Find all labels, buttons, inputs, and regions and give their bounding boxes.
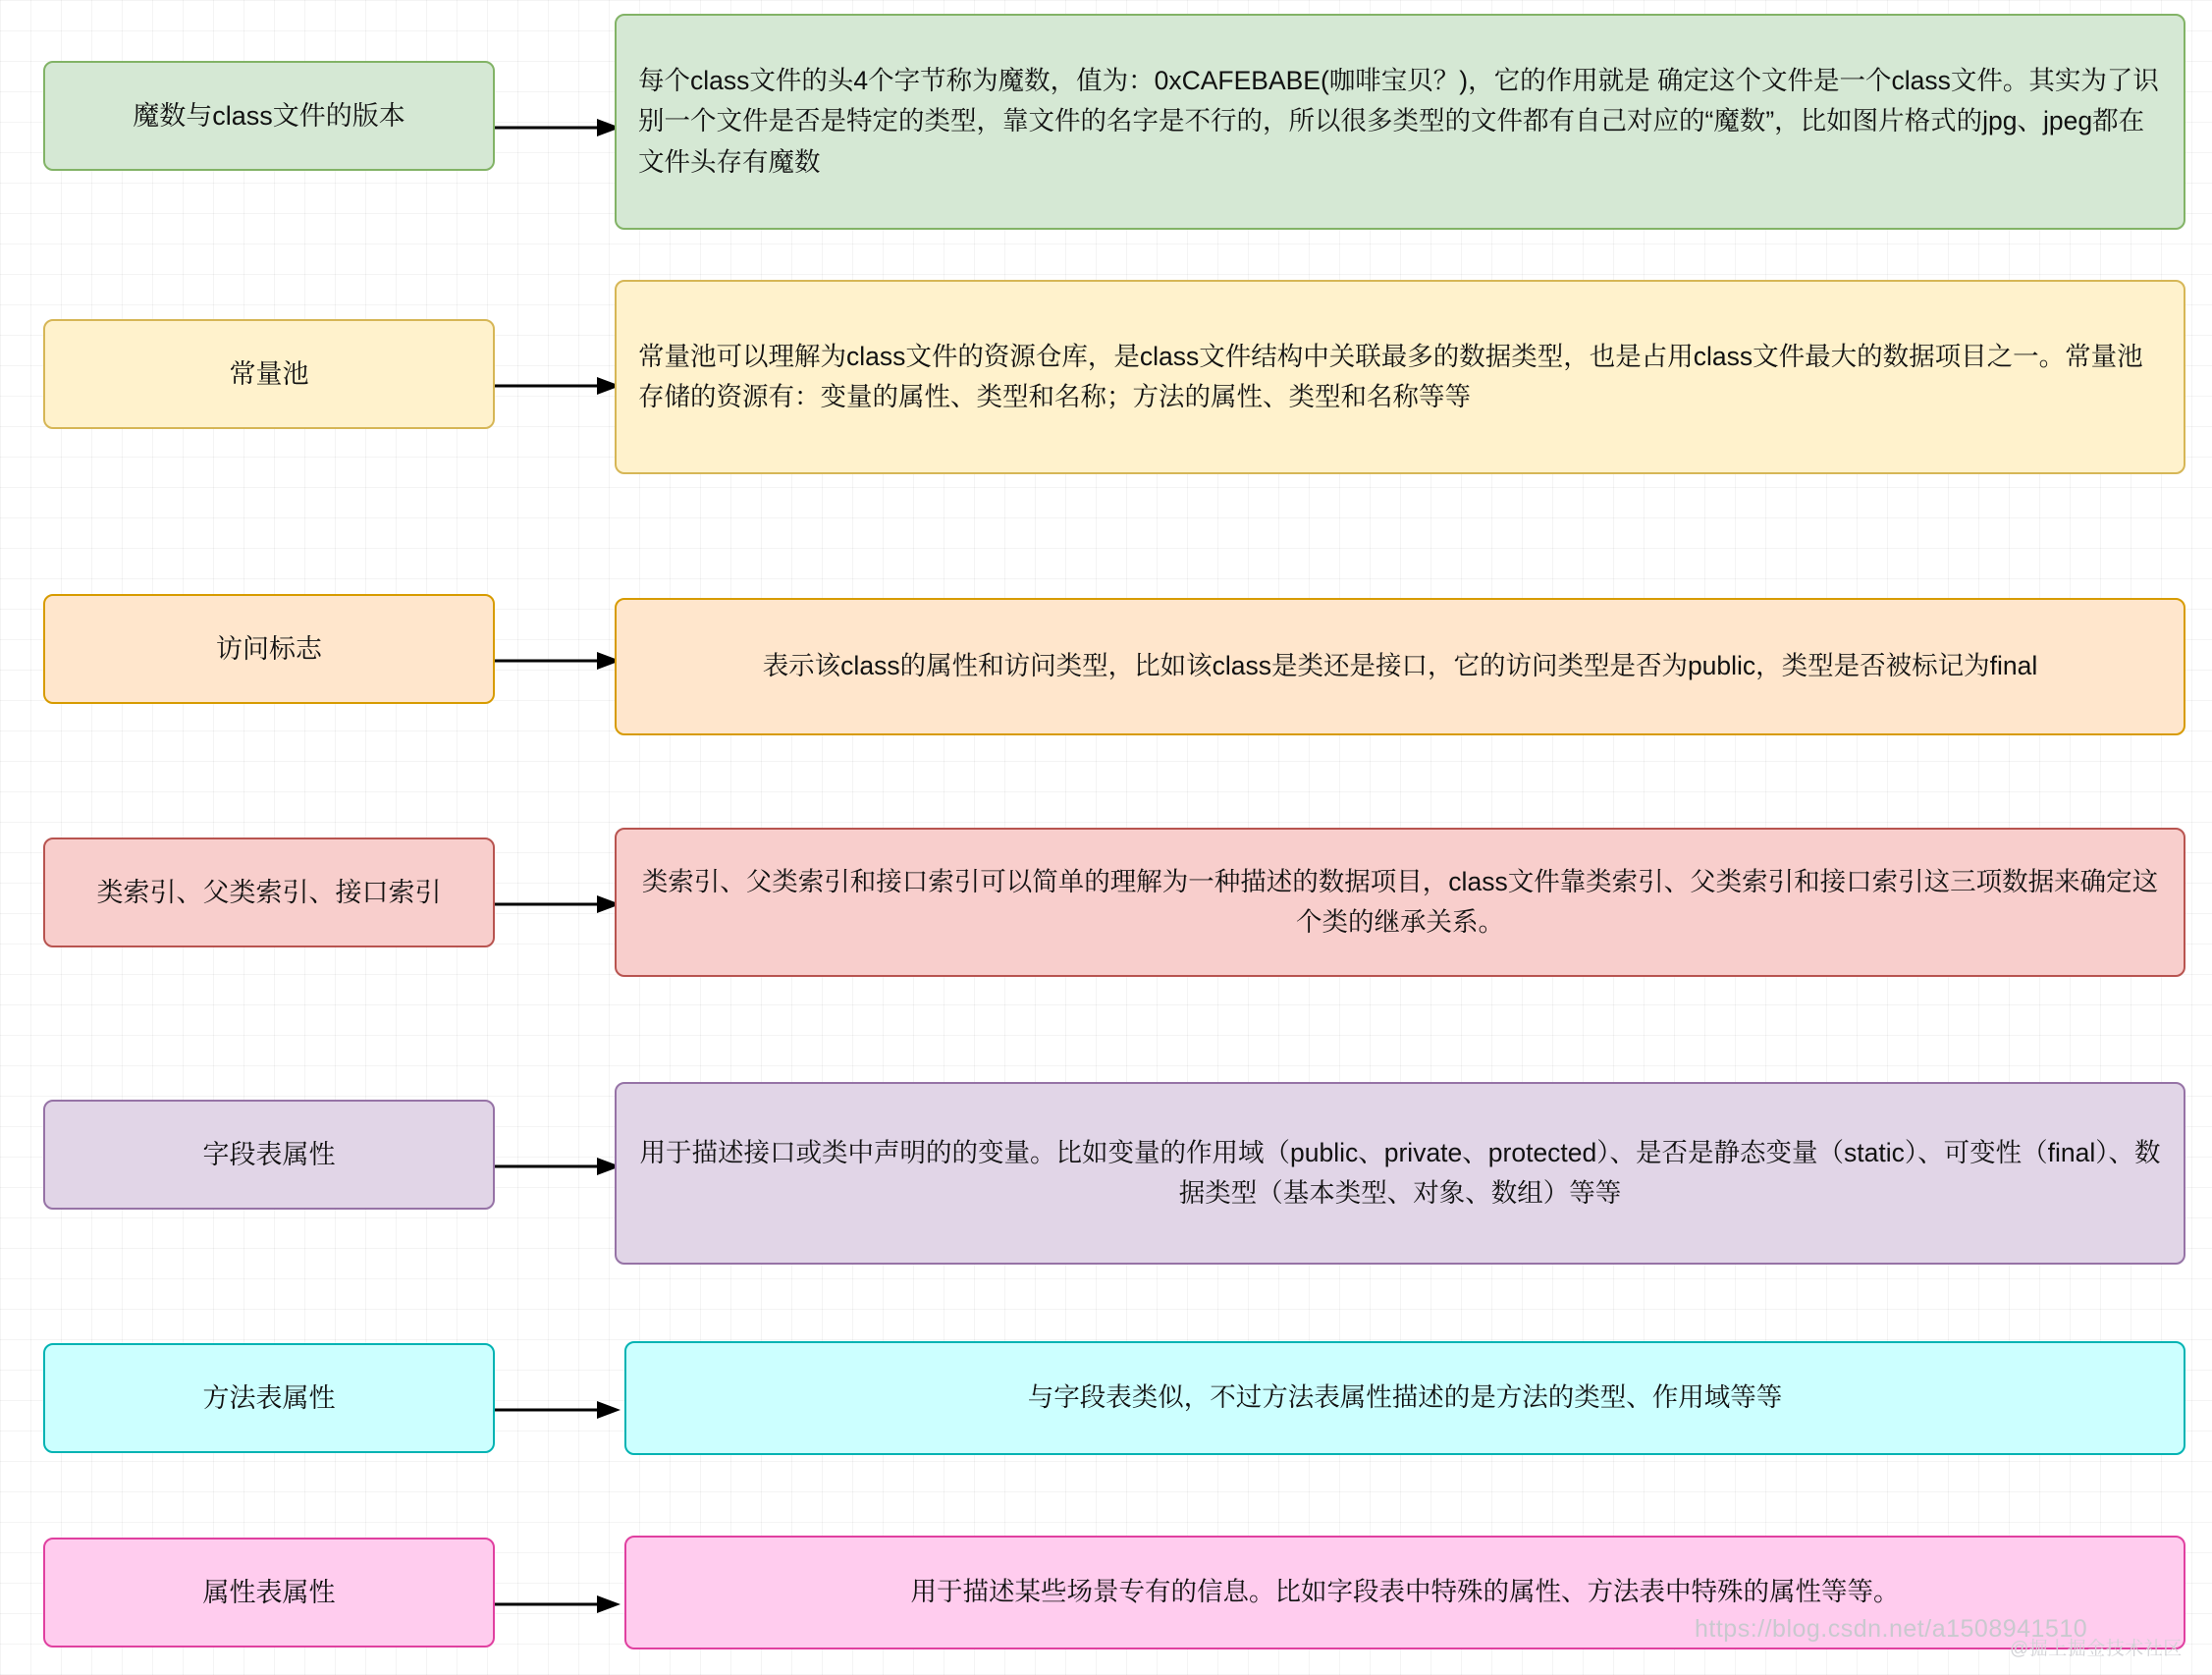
label-text: 常量池 (229, 358, 309, 389)
desc-text: 与字段表类似，不过方法表属性描述的是方法的类型、作用域等等 (1027, 1382, 1783, 1413)
label-text: 方法表属性 (202, 1382, 336, 1413)
desc-box-access-flags (615, 598, 2185, 735)
desc-text: 表示该class的属性和访问类型，比如该class是类还是接口，它的访问类型是否为public，类型是否被标记为final (762, 651, 2038, 681)
label-text: 访问标志 (216, 633, 322, 664)
desc-box-field-table (615, 1082, 2185, 1265)
label-text: 魔数与class文件的版本 (133, 100, 405, 131)
desc-text: 用于描述接口或类中声明的的变量。比如变量的作用域（public、private、protected）、是否是静态变量（static）、可变性（final）、数据类型（基本类型、对象、数组）等等 (639, 1137, 2161, 1208)
desc-box-constant-pool (615, 280, 2185, 474)
desc-text: 用于描述某些场景专有的信息。比如字段表中特殊的属性、方法表中特殊的属性等等。 (910, 1577, 1900, 1607)
desc-box-attribute-table (624, 1536, 2185, 1649)
desc-text: 常量池可以理解为class文件的资源仓库，是class文件结构中关联最多的数据类型，也是占用class文件最大的数据项目之一。常量池存储的资源有：变量的属性、类型和名称；方法的属性、类型和名称等等 (638, 341, 2143, 411)
desc-box-magic-number (615, 14, 2185, 230)
watermark-url: https://blog.csdn.net/a1508941510 (1695, 1615, 2088, 1643)
desc-box-method-table (624, 1341, 2185, 1455)
label-box-field-table (43, 1100, 495, 1210)
label-box-constant-pool (43, 319, 495, 429)
label-text: 字段表属性 (202, 1139, 336, 1169)
desc-box-class-index (615, 828, 2185, 977)
label-box-attribute-table (43, 1538, 495, 1648)
desc-text: 每个class文件的头4个字节称为魔数，值为：0xCAFEBABE(咖啡宝贝？)，它的作用就是 确定这个文件是一个class文件。其实为了识别一个文件是否是特定的类型，靠文件的名字是不行的，所以很多类型的文件都有自己对应的“魔数”，比如图片格式的jpg、jpeg都在文件头存有魔数 (638, 66, 2159, 177)
label-text: 类索引、父类索引、接口索引 (96, 877, 442, 907)
label-text: 属性表属性 (202, 1577, 336, 1607)
desc-text: 类索引、父类索引和接口索引可以简单的理解为一种描述的数据项目，class文件靠类索引、父类索引和接口索引这三项数据来确定这个类的继承关系。 (641, 866, 2159, 937)
label-box-class-index (43, 838, 495, 947)
watermark-author: @掘上掘金技术社区 (2010, 1639, 2183, 1659)
label-box-magic-number (43, 61, 495, 171)
label-box-access-flags (43, 594, 495, 704)
label-box-method-table (43, 1343, 495, 1453)
